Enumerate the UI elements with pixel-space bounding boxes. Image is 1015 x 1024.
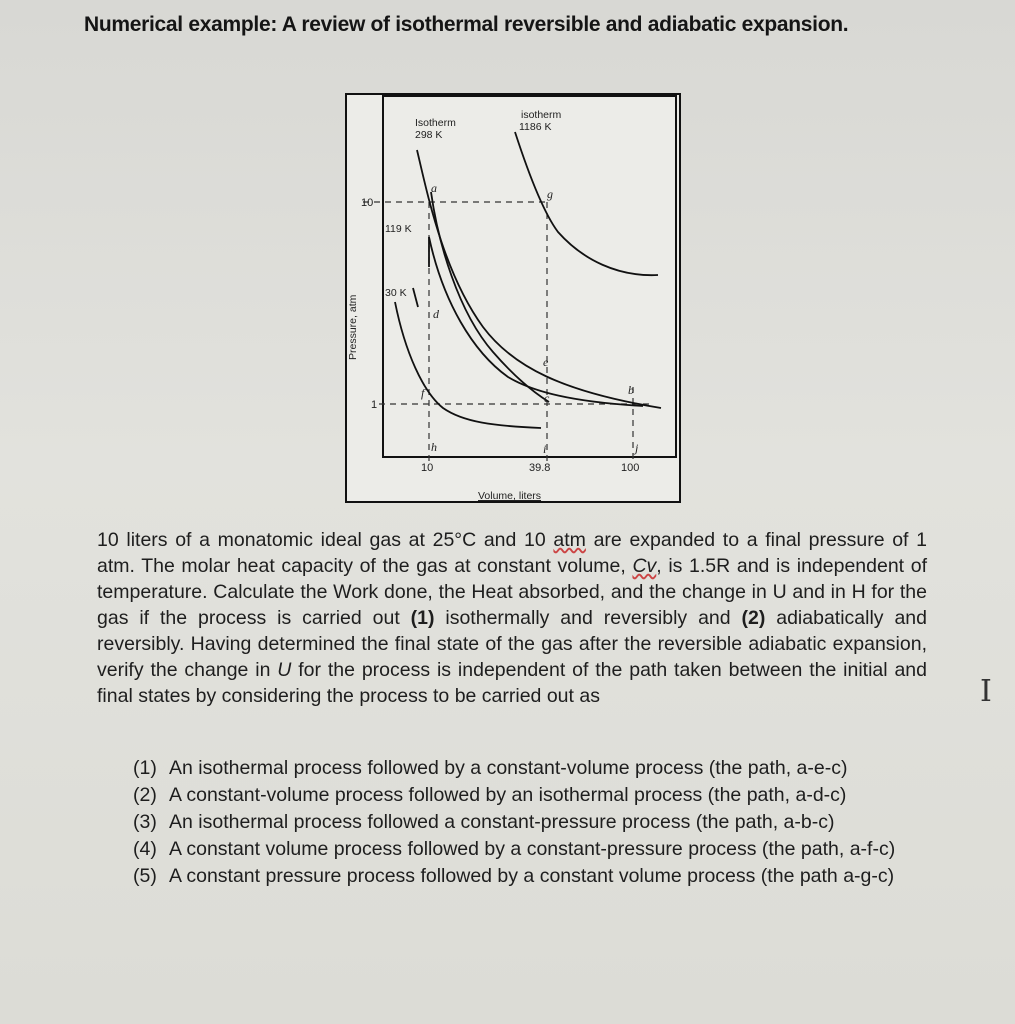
problem-text-d: isothermally and reversibly and	[434, 607, 742, 629]
problem-text-f: for the process is independent of the path taken between the initial and final states by considering the process to be carried out as	[97, 659, 927, 707]
y-axis-label: Pressure, atm	[347, 294, 359, 360]
atm-word: atm	[553, 529, 586, 551]
list-item-text: A constant volume process followed by a constant-pressure process (the path, a-f-c)	[169, 838, 896, 860]
u-symbol: U	[277, 659, 292, 681]
point-f-label: f	[421, 386, 425, 400]
problem-statement	[97, 527, 927, 709]
process-1-marker: (1)	[410, 607, 435, 629]
point-c-label: c	[544, 391, 550, 405]
xtick-10: 10	[421, 462, 434, 474]
xtick-100: 100	[621, 462, 640, 474]
isotherm-1186k-label-2: 1186 K	[519, 121, 552, 133]
point-b-label: b	[628, 383, 634, 397]
list-item-text: A constant pressure process followed by a constant volume process (the path a-g-c)	[169, 865, 895, 887]
list-item-text: An isothermal process followed a constant-pressure process (the path, a-b-c)	[169, 811, 835, 833]
process-2-marker: (2)	[741, 607, 766, 629]
list-item-number: (1)	[133, 757, 157, 779]
problem-text-a: 10 liters of a monatomic ideal gas at 25°C and 10	[97, 529, 554, 551]
point-d-label: d	[433, 307, 439, 321]
pv-diagram	[343, 92, 683, 504]
pv-diagram-svg	[343, 92, 683, 504]
isotherm-298k-label-1: Isotherm	[415, 117, 456, 129]
ytick-10: 10	[361, 197, 374, 209]
page-title: Numerical example: A review of isothermal reversible and adiabatic expansion.	[84, 13, 849, 36]
problem-text-c: , is 1.5R and is independent of temperature. Calculate the Work done, the Heat absorbed, and the change in U and in H for the gas if the process is carried out	[97, 555, 927, 629]
temp-30k-label: 30 K	[385, 287, 407, 299]
x-axis-label: Volume, liters	[478, 490, 542, 502]
text-cursor-icon: I	[980, 674, 992, 709]
list-item	[133, 756, 933, 781]
list-item	[133, 810, 933, 835]
list-item	[133, 837, 933, 862]
list-item-number: (5)	[133, 865, 157, 887]
problem-text-e: adiabatically and reversibly. Having determined the final state of the gas after the reversible adiabatic expansion, verify the change in	[97, 607, 927, 681]
list-item-text: An isothermal process followed by a constant-volume process (the path, a-e-c)	[169, 757, 848, 779]
xtick-39-8: 39.8	[529, 462, 551, 474]
list-item	[133, 783, 933, 808]
point-j-label: j	[635, 441, 639, 455]
list-item	[133, 864, 933, 889]
cv-symbol: Cv	[632, 555, 657, 577]
point-i-label: i	[543, 442, 547, 456]
ytick-1: 1	[371, 399, 378, 411]
temp-119k-label: 119 K	[385, 223, 412, 235]
isotherm-298k-label-2: 298 K	[415, 129, 443, 141]
point-a-label: a	[431, 181, 437, 195]
list-item-number: (2)	[133, 784, 157, 806]
point-h-label: h	[431, 440, 437, 454]
point-g-label: g	[547, 187, 553, 201]
list-item-text: A constant-volume process followed by an isothermal process (the path, a-d-c)	[169, 784, 847, 806]
isotherm-1186k-label-1: isotherm	[521, 109, 562, 121]
list-item-number: (3)	[133, 811, 157, 833]
process-path-list	[133, 756, 933, 891]
problem-text-b: are expanded to a final pressure of 1 atm. The molar heat capacity of the gas at constant volume,	[97, 529, 927, 577]
point-e-label: e	[543, 355, 549, 369]
list-item-number: (4)	[133, 838, 157, 860]
